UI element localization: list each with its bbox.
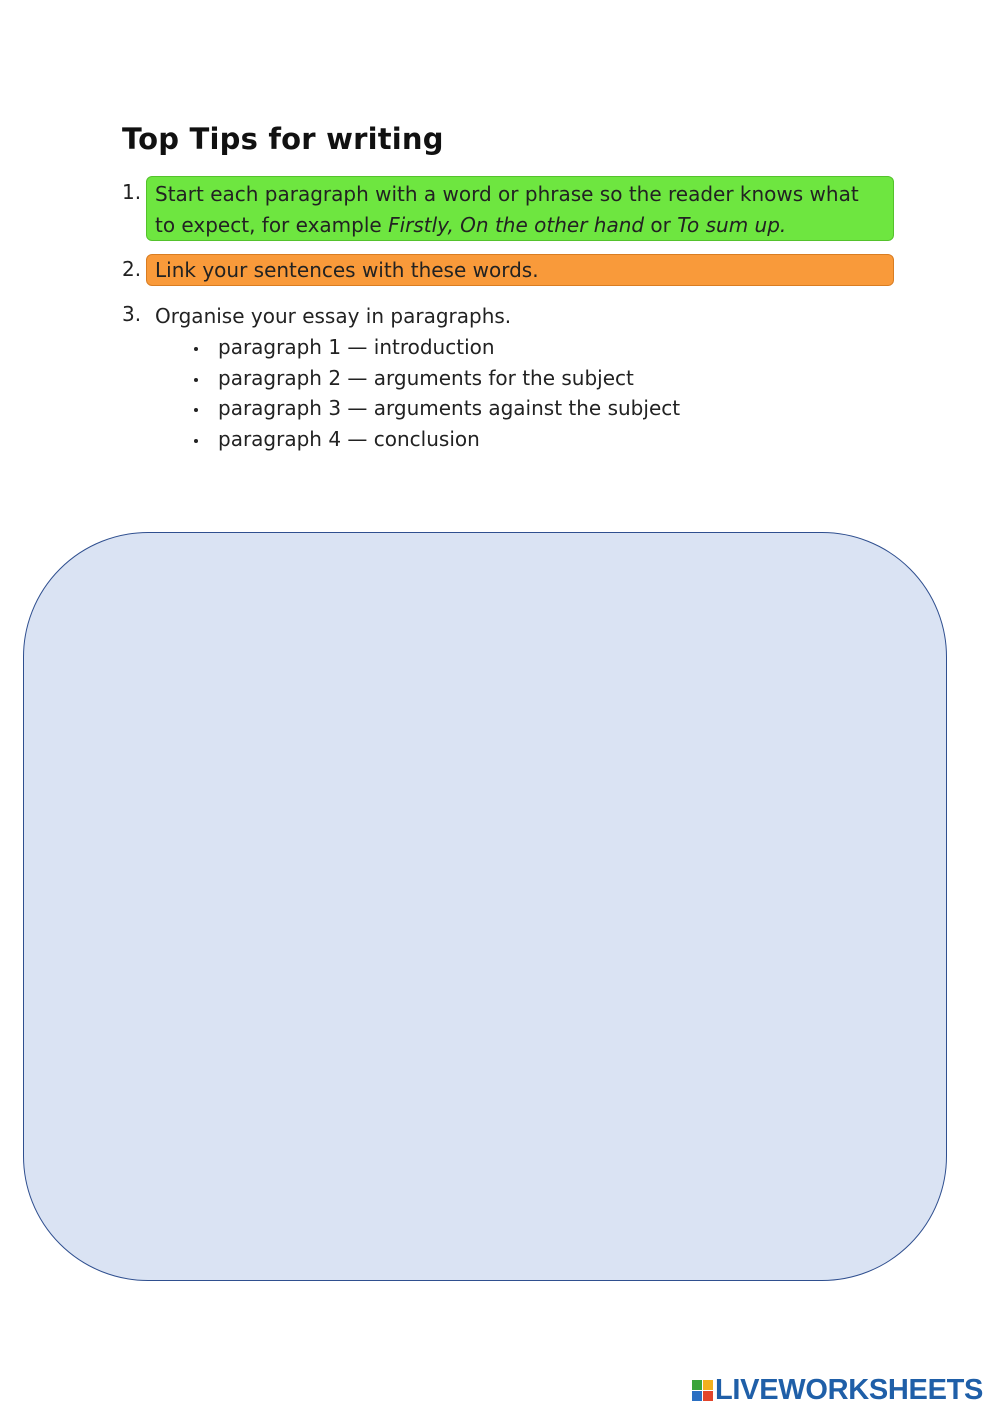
bullet-icon [194, 347, 198, 351]
tip-1-example-1: Firstly, On the other hand [388, 213, 645, 237]
bullet-icon [194, 378, 198, 382]
list-item: paragraph 4 — conclusion [190, 424, 680, 455]
bullet-icon [194, 408, 198, 412]
bullet-icon [194, 439, 198, 443]
paragraph-list [190, 332, 680, 454]
tip-1-number: 1. [122, 180, 142, 204]
tip-1-example-2: To sum up. [677, 213, 787, 237]
list-item: paragraph 1 — introduction [190, 332, 680, 363]
liveworksheets-logo-icon [692, 1380, 713, 1401]
liveworksheets-logo [692, 1374, 983, 1407]
list-item: paragraph 2 — arguments for the subject [190, 363, 680, 394]
list-item: paragraph 3 — arguments against the subject [190, 393, 680, 424]
page-title: Top Tips for writing [122, 122, 444, 156]
tip-1-box [146, 176, 894, 241]
tip-2-text: Link your sentences with these words. [155, 258, 539, 282]
tip-1-text: Start each paragraph with a word or phrase so the reader knows what to expect, for example [155, 182, 859, 237]
logo-text: LIVEWORKSHEETS [715, 1374, 984, 1406]
tip-3-text: Organise your essay in paragraphs. [155, 304, 512, 328]
tip-1-connector: or [644, 213, 678, 237]
tip-3-number: 3. [122, 302, 142, 326]
tip-2-box [146, 254, 894, 286]
tip-2-number: 2. [122, 257, 142, 281]
writing-answer-box[interactable] [23, 532, 947, 1281]
